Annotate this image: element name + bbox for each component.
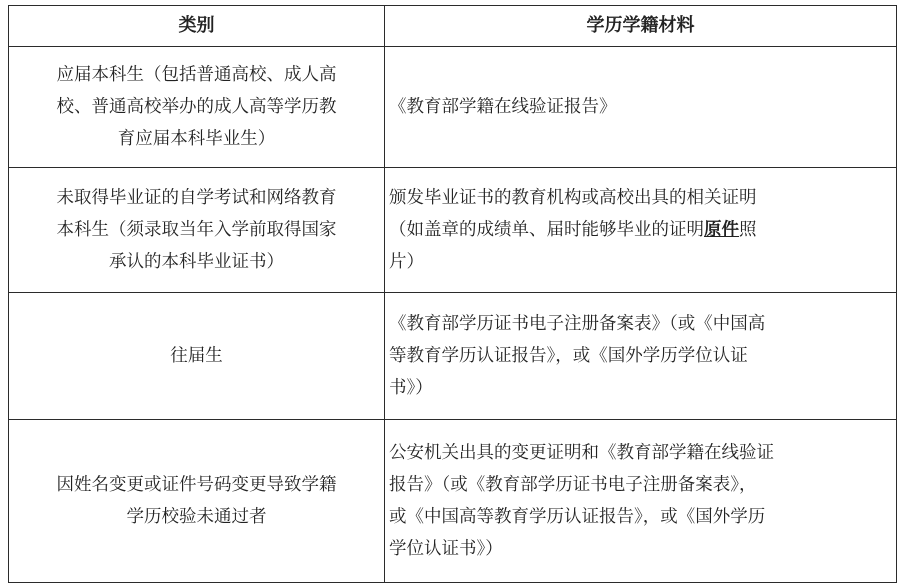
table-row (9, 168, 897, 293)
table-row (9, 293, 897, 420)
category-text: 育应届本科毕业生） (117, 129, 276, 149)
category-text: 应届本科生（包括普通高校、成人高 (56, 65, 337, 85)
materials-table (8, 5, 897, 583)
category-text: 本科生（须录取当年入学前取得国家 (56, 220, 337, 240)
category-text: 往届生 (170, 346, 223, 366)
materials-text: 照 (739, 220, 757, 240)
materials-cell (385, 47, 897, 168)
table-row (9, 47, 897, 168)
materials-text: 或《中国高等教育学历认证报告》，或《国外学历 (389, 507, 766, 527)
table-header-row (9, 6, 897, 47)
header-category: 类别 (9, 6, 385, 47)
materials-text: 颁发毕业证书的教育机构或高校出具的相关证明 (389, 188, 757, 208)
category-text: 因姓名变更或证件号码变更导致学籍 (56, 475, 337, 495)
materials-cell (385, 293, 897, 420)
materials-text: 报告》（或《教育部学历证书电子注册备案表》， (389, 475, 757, 495)
materials-text: 学位认证书》） (389, 539, 503, 559)
materials-text: 《教育部学历证书电子注册备案表》（或《中国高 (389, 314, 766, 334)
category-cell (9, 293, 385, 420)
materials-cell (385, 168, 897, 293)
category-text: 未取得毕业证的自学考试和网络教育 (56, 188, 337, 208)
materials-text: 公安机关出具的变更证明和《教育部学籍在线验证 (389, 443, 774, 463)
original-copy-emphasis: 原件 (704, 220, 739, 240)
materials-cell (385, 420, 897, 583)
category-text: 校、普通高校举办的成人高等学历教 (56, 97, 337, 117)
category-cell (9, 420, 385, 583)
category-cell (9, 168, 385, 293)
materials-text: （如盖章的成绩单、届时能够毕业的证明 (389, 220, 704, 240)
materials-text: 《教育部学籍在线验证报告》 (389, 97, 617, 117)
materials-text: 等教育学历认证报告》，或《国外学历学位认证 (389, 346, 748, 366)
category-text: 承认的本科毕业证书） (109, 252, 284, 272)
category-cell (9, 47, 385, 168)
category-text: 学历校验未通过者 (126, 507, 267, 527)
materials-text-line (389, 214, 888, 246)
header-materials: 学历学籍材料 (385, 6, 897, 47)
table-row (9, 420, 897, 583)
materials-text: 片） (389, 252, 424, 272)
materials-text: 书》） (389, 378, 433, 398)
